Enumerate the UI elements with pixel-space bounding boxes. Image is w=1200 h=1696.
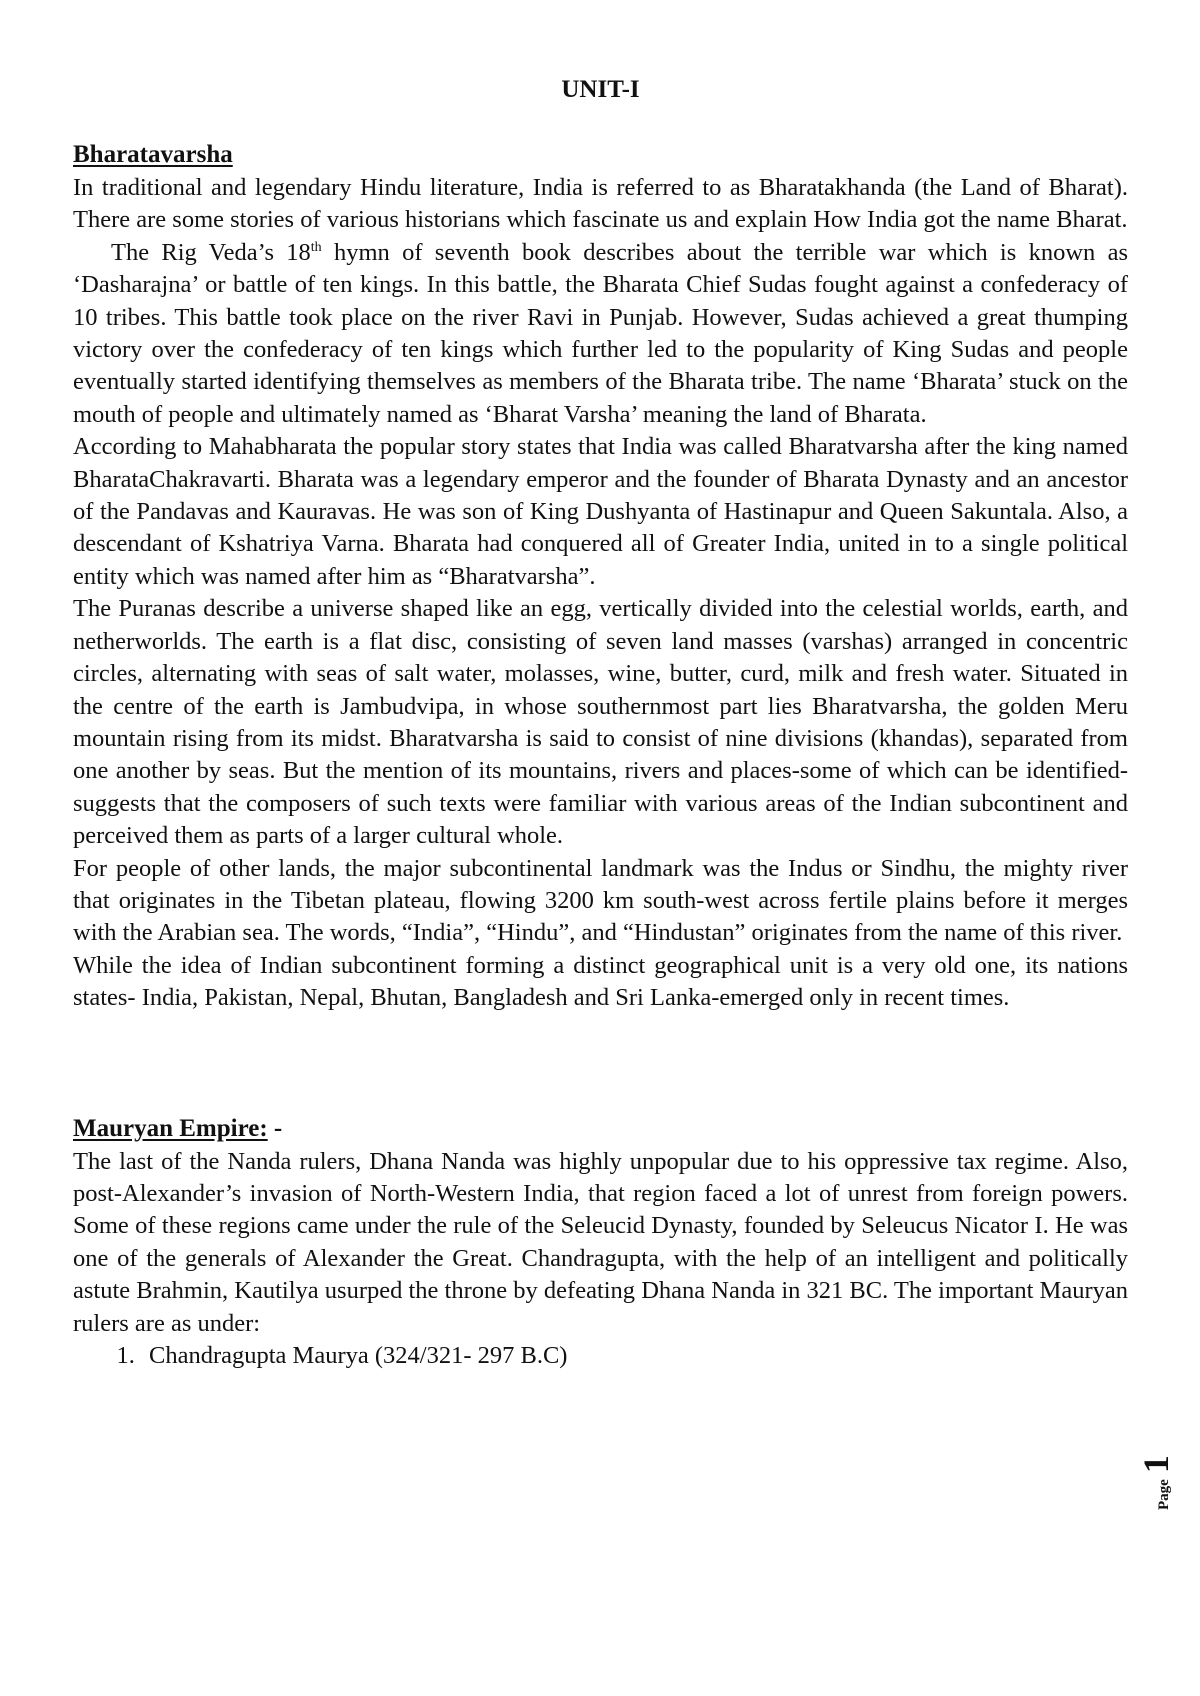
page-label: Page bbox=[1156, 1479, 1172, 1510]
section-heading-bharatavarsha bbox=[73, 138, 1128, 172]
paragraph: For people of other lands, the major subcontinental landmark was the Indus or Sindhu, the mighty river that originates in the Tibetan plateau, flowing 3200 km south-west across fertile plains before it merges with the Arabian sea. The words, “India”, “Hindu”, and “Hindustan” originates from the name of this river. bbox=[73, 854, 1128, 947]
section-heading-suffix: - bbox=[267, 1114, 283, 1142]
paragraph-text: hymn of seventh book describes about the terrible war which is known as ‘Dasharajna’ or battle of ten kings. In this battle, the Bharata Chief Sudas fought against a confederacy of 10 tribes. This battle took place on the river Ravi in Punjab. However, Sudas achieved a great thumping victory over the confederacy of ten kings which further led to the popularity of King Sudas and people eventually started identifying themselves as members of the Bharata tribe. The name ‘Bharata’ stuck on the mouth of people and ultimately named as ‘Bharat Varsha’ meaning the land of Bharata. bbox=[73, 238, 1128, 428]
page-content bbox=[73, 72, 1128, 1372]
unit-title: UNIT-I bbox=[561, 76, 640, 103]
list-item: 1. Chandragupta Maurya (324/321- 297 B.C) bbox=[141, 1340, 1128, 1372]
paragraph-rig-veda bbox=[73, 237, 1128, 431]
paragraph: The last of the Nanda rulers, Dhana Nanda was highly unpopular due to his oppressive tax regime. Also, post-Alexander’s invasion of North-Western India, that region faced a lot of unrest from foreign powers. Some of these regions came under the rule of the Seleucid Dynasty, founded by Seleucus Nicator I. He was one of the generals of Alexander the Great. Chandragupta, with the help of an intelligent and politically astute Brahmin, Kautilya usurped the throne by defeating Dhana Nanda in 321 BC. The important Mauryan rulers are as under: bbox=[73, 1147, 1128, 1337]
ruler-list bbox=[73, 1340, 1128, 1372]
paragraph: According to Mahabharata the popular story states that India was called Bharatvarsha after the king named BharataChakravarti. Bharata was a legendary emperor and the founder of Bharata Dynasty and an ancestor of the Pandavas and Kauravas. He was son of King Dushyanta of Hastinapur and Queen Sakuntala. Also, a descendant of Kshatriya Varna. Bharata had conquered all of Greater India, united in to a single political entity which was named after him as “Bharatvarsha”. bbox=[73, 433, 1128, 590]
paragraph: While the idea of Indian subcontinent forming a distinct geographical unit is a very old one, its nations states- India, Pakistan, Nepal, Bhutan, Bangladesh and Sri Lanka-emerged only in recent times. bbox=[73, 951, 1128, 1012]
paragraph-text: The Rig Veda’s 18 bbox=[111, 238, 311, 266]
page-number-footer bbox=[1136, 1455, 1176, 1510]
paragraph: The Puranas describe a universe shaped like an egg, vertically divided into the celestial worlds, earth, and netherworlds. The earth is a flat disc, consisting of seven land masses (varshas) arranged in concentric circles, alternating with seas of salt water, molasses, wine, butter, curd, milk and fresh water. Situated in the centre of the earth is Jambudvipa, in whose southernmost part lies Bharatvarsha, the golden Meru mountain rising from its midst. Bharatvarsha is said to consist of nine divisions (khandas), separated from one another by seas. But the mention of its mountains, rivers and places-some of which can be identified-suggests that the composers of such texts were familiar with various areas of the Indian subcontinent and perceived them as parts of a larger cultural whole. bbox=[73, 595, 1128, 850]
paragraph: In traditional and legendary Hindu literature, India is referred to as Bharatakhanda (the Land of Bharat). There are some stories of various historians which fascinate us and explain How India got the name Bharat. bbox=[73, 174, 1128, 234]
section-heading-mauryan-empire bbox=[73, 1112, 1128, 1146]
page-number: 1 bbox=[1136, 1455, 1176, 1474]
section-heading-text: Mauryan Empire: bbox=[73, 1114, 268, 1142]
superscript: th bbox=[310, 239, 322, 255]
spacer bbox=[73, 1015, 1128, 1112]
section-heading-text: Bharatavarsha bbox=[73, 141, 233, 168]
